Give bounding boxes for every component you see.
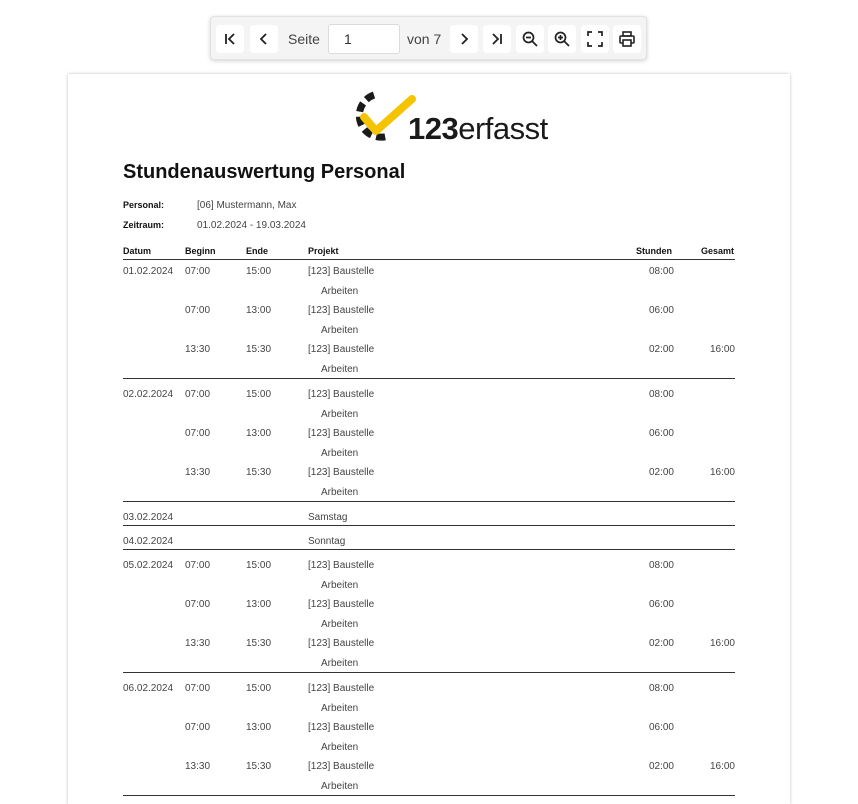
row-begin: 07:00 — [185, 599, 211, 610]
row-task: Arbeiten — [321, 741, 359, 753]
row-begin: 07:00 — [185, 428, 211, 439]
row-end: 15:00 — [246, 560, 272, 571]
column-header-beginn: Beginn — [185, 246, 216, 256]
print-button[interactable] — [613, 25, 641, 53]
row-hours: 06:00 — [648, 305, 674, 316]
page-number-input[interactable]: 1 — [328, 24, 400, 54]
column-header-stunden: Stunden — [636, 246, 672, 256]
row-end: 13:00 — [246, 722, 272, 733]
row-hours: 08:00 — [648, 389, 674, 400]
column-header-gesamt: Gesamt — [701, 246, 735, 256]
row-date: 03.02.2024 — [123, 512, 174, 523]
row-total: 16:00 — [709, 761, 735, 772]
row-hours: 06:00 — [648, 599, 674, 610]
prev-page-icon — [256, 31, 272, 47]
row-project: [123] Baustelle — [308, 560, 375, 571]
first-page-icon — [222, 31, 238, 47]
row-total: 16:00 — [709, 467, 735, 478]
day-divider — [123, 501, 735, 502]
row-end: 15:00 — [246, 683, 272, 694]
row-date: 04.02.2024 — [123, 536, 174, 547]
report-title: Stundenauswertung Personal — [123, 161, 406, 183]
row-hours: 02:00 — [648, 761, 674, 772]
row-project: [123] Baustelle — [308, 344, 375, 355]
row-project: [123] Baustelle — [308, 389, 375, 400]
row-hours: 02:00 — [648, 344, 674, 355]
row-date: 05.02.2024 — [123, 560, 174, 571]
row-end: 15:00 — [246, 266, 272, 277]
row-begin: 07:00 — [185, 305, 211, 316]
row-day-note: Samstag — [308, 512, 348, 523]
row-end: 15:30 — [246, 344, 272, 355]
column-header-ende: Ende — [246, 246, 269, 256]
fullscreen-icon — [586, 30, 604, 48]
next-page-icon — [456, 31, 472, 47]
row-task: Arbeiten — [321, 657, 359, 669]
report-table-body — [68, 74, 790, 804]
row-hours: 06:00 — [648, 428, 674, 439]
row-project: [123] Baustelle — [308, 722, 375, 733]
row-hours: 08:00 — [648, 266, 674, 277]
row-project: [123] Baustelle — [308, 266, 375, 277]
zeitraum-value: 01.02.2024 - 19.03.2024 — [197, 220, 306, 231]
row-begin: 13:30 — [185, 467, 211, 478]
row-day-note: Sonntag — [308, 536, 346, 547]
fullscreen-button[interactable] — [581, 25, 609, 53]
zoom-in-icon — [553, 30, 571, 48]
zeitraum-label: Zeitraum: — [123, 220, 165, 230]
day-divider — [123, 795, 735, 796]
row-task: Arbeiten — [321, 486, 359, 498]
row-project: [123] Baustelle — [308, 761, 375, 772]
row-begin: 07:00 — [185, 683, 211, 694]
row-total: 16:00 — [709, 344, 735, 355]
print-icon — [618, 30, 636, 48]
row-begin: 07:00 — [185, 560, 211, 571]
column-header-projekt: Projekt — [308, 246, 339, 256]
personal-value: [06] Mustermann, Max — [197, 200, 297, 211]
row-task: Arbeiten — [321, 447, 359, 459]
row-task: Arbeiten — [321, 780, 359, 792]
row-hours: 08:00 — [648, 560, 674, 571]
row-hours: 06:00 — [648, 722, 674, 733]
zoom-out-icon — [521, 30, 539, 48]
report-page — [68, 74, 790, 804]
row-end: 15:30 — [246, 638, 272, 649]
row-task: Arbeiten — [321, 363, 359, 375]
row-end: 15:00 — [246, 389, 272, 400]
logo-wordmark: 123erfasst — [408, 111, 548, 146]
pdf-toolbar — [210, 16, 647, 60]
zoom-out-button[interactable] — [516, 25, 544, 53]
day-divider — [123, 672, 735, 673]
column-header-datum: Datum — [123, 246, 152, 256]
row-begin: 13:30 — [185, 761, 211, 772]
row-project: [123] Baustelle — [308, 683, 375, 694]
row-total: 16:00 — [709, 638, 735, 649]
row-begin: 07:00 — [185, 389, 211, 400]
row-date: 06.02.2024 — [123, 683, 174, 694]
row-project: [123] Baustelle — [308, 305, 375, 316]
row-begin: 07:00 — [185, 266, 211, 277]
row-hours: 08:00 — [648, 683, 674, 694]
zoom-in-button[interactable] — [548, 25, 576, 53]
row-end: 13:00 — [246, 428, 272, 439]
row-task: Arbeiten — [321, 408, 359, 420]
row-begin: 13:30 — [185, 638, 211, 649]
row-project: [123] Baustelle — [308, 599, 375, 610]
last-page-button[interactable] — [483, 25, 511, 53]
row-project: [123] Baustelle — [308, 428, 375, 439]
prev-page-button[interactable] — [250, 25, 278, 53]
page-count-label: von 7 — [407, 31, 442, 47]
row-task: Arbeiten — [321, 324, 359, 336]
next-page-button[interactable] — [450, 25, 478, 53]
row-end: 13:00 — [246, 599, 272, 610]
day-divider — [123, 378, 735, 379]
last-page-icon — [489, 31, 505, 47]
row-task: Arbeiten — [321, 618, 359, 630]
personal-label: Personal: — [123, 200, 165, 210]
row-hours: 02:00 — [648, 467, 674, 478]
row-end: 15:30 — [246, 467, 272, 478]
row-project: [123] Baustelle — [308, 638, 375, 649]
row-task: Arbeiten — [321, 702, 359, 714]
row-date: 01.02.2024 — [123, 266, 174, 277]
row-project: [123] Baustelle — [308, 467, 375, 478]
row-end: 13:00 — [246, 305, 272, 316]
row-begin: 07:00 — [185, 722, 211, 733]
row-end: 15:30 — [246, 761, 272, 772]
row-date: 02.02.2024 — [123, 389, 174, 400]
row-task: Arbeiten — [321, 285, 359, 297]
row-hours: 02:00 — [648, 638, 674, 649]
row-begin: 13:30 — [185, 344, 211, 355]
first-page-button[interactable] — [216, 25, 244, 53]
day-divider — [123, 549, 735, 550]
row-task: Arbeiten — [321, 579, 359, 591]
page-label: Seite — [288, 31, 320, 47]
day-divider — [123, 525, 735, 526]
